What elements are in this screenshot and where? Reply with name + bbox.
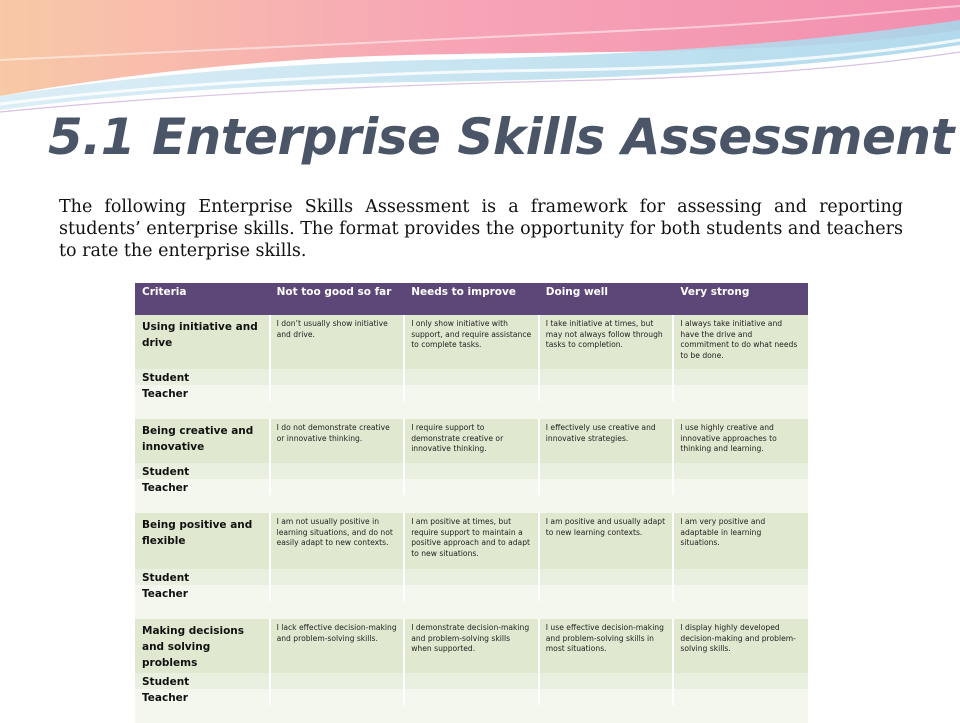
rating-cell[interactable] (404, 385, 539, 401)
rating-cell[interactable] (404, 463, 539, 479)
rating-cell[interactable] (270, 569, 405, 585)
header-criteria: Criteria (135, 283, 270, 315)
rating-cell[interactable] (404, 689, 539, 705)
rating-row (135, 673, 808, 689)
spacer-row (135, 495, 808, 513)
table-header-row (135, 283, 808, 315)
header-doing-well: Doing well (539, 283, 674, 315)
rating-cell[interactable] (673, 569, 808, 585)
rating-cell[interactable] (673, 479, 808, 495)
descriptor-cell: I don’t usually show initiative and drive. (270, 315, 405, 369)
rater-label: Teacher (135, 385, 270, 401)
rating-row (135, 689, 808, 705)
intro-paragraph: The following Enterprise Skills Assessment is a framework for assessing and reporting students’ enterprise skills. The format provides the opportunity for both students and teachers to rate the enterprise skills. (59, 197, 903, 261)
rating-row (135, 369, 808, 385)
rating-row (135, 385, 808, 401)
rating-row (135, 463, 808, 479)
header-very-strong: Very strong (673, 283, 808, 315)
rating-cell[interactable] (673, 385, 808, 401)
spacer-row (135, 401, 808, 419)
criterion-name: Using initiative and drive (135, 315, 270, 369)
descriptor-cell: I lack effective decision-making and problem-solving skills. (270, 619, 405, 673)
rater-label: Student (135, 369, 270, 385)
spacer-row (135, 601, 808, 619)
descriptor-cell: I am not usually positive in learning situations, and do not easily adapt to new contexts. (270, 513, 405, 569)
rating-cell[interactable] (270, 673, 405, 689)
rating-cell[interactable] (270, 479, 405, 495)
rating-cell[interactable] (539, 369, 674, 385)
rater-label: Student (135, 569, 270, 585)
rating-row (135, 585, 808, 601)
rating-cell[interactable] (270, 385, 405, 401)
descriptor-cell: I only show initiative with support, and require assistance to complete tasks. (404, 315, 539, 369)
rating-row (135, 569, 808, 585)
descriptor-cell: I use effective decision-making and problem-solving skills in most situations. (539, 619, 674, 673)
rating-cell[interactable] (404, 369, 539, 385)
descriptor-cell: I display highly developed decision-making and problem-solving skills. (673, 619, 808, 673)
rating-cell[interactable] (270, 585, 405, 601)
descriptor-cell: I always take initiative and have the drive and commitment to do what needs to be done. (673, 315, 808, 369)
spacer-row (135, 705, 808, 723)
rating-cell[interactable] (404, 479, 539, 495)
rating-cell[interactable] (673, 689, 808, 705)
assessment-table (135, 283, 808, 723)
descriptor-cell: I use highly creative and innovative approaches to thinking and learning. (673, 419, 808, 463)
rating-cell[interactable] (270, 463, 405, 479)
rating-cell[interactable] (270, 369, 405, 385)
descriptor-cell: I demonstrate decision-making and problem-solving skills when supported. (404, 619, 539, 673)
rating-cell[interactable] (673, 369, 808, 385)
rater-label: Teacher (135, 479, 270, 495)
rating-cell[interactable] (539, 463, 674, 479)
descriptor-cell: I effectively use creative and innovative strategies. (539, 419, 674, 463)
rating-cell[interactable] (539, 689, 674, 705)
rater-label: Student (135, 673, 270, 689)
descriptor-cell: I require support to demonstrate creative or innovative thinking. (404, 419, 539, 463)
descriptor-cell: I take initiative at times, but may not always follow through tasks to completion. (539, 315, 674, 369)
rating-cell[interactable] (404, 673, 539, 689)
rating-cell[interactable] (539, 673, 674, 689)
rating-cell[interactable] (673, 463, 808, 479)
criterion-row (135, 619, 808, 673)
rater-label: Student (135, 463, 270, 479)
criterion-name: Being creative and innovative (135, 419, 270, 463)
criterion-name: Being positive and flexible (135, 513, 270, 569)
descriptor-cell: I am very positive and adaptable in learning situations. (673, 513, 808, 569)
criterion-name: Making decisions and solving problems (135, 619, 270, 673)
criterion-row (135, 419, 808, 463)
rating-cell[interactable] (539, 585, 674, 601)
rating-cell[interactable] (673, 585, 808, 601)
criterion-row (135, 513, 808, 569)
rating-cell[interactable] (539, 479, 674, 495)
criterion-row (135, 315, 808, 369)
slide-title: 5.1 Enterprise Skills Assessment (48, 108, 954, 166)
rating-cell[interactable] (404, 569, 539, 585)
rating-cell[interactable] (539, 385, 674, 401)
rating-cell[interactable] (270, 689, 405, 705)
descriptor-cell: I am positive and usually adapt to new learning contexts. (539, 513, 674, 569)
header-needs-to-improve: Needs to improve (404, 283, 539, 315)
descriptor-cell: I do not demonstrate creative or innovative thinking. (270, 419, 405, 463)
rating-cell[interactable] (404, 585, 539, 601)
rating-cell[interactable] (673, 673, 808, 689)
rater-label: Teacher (135, 689, 270, 705)
rating-cell[interactable] (539, 569, 674, 585)
rating-row (135, 479, 808, 495)
header-not-too-good: Not too good so far (270, 283, 405, 315)
rater-label: Teacher (135, 585, 270, 601)
descriptor-cell: I am positive at times, but require support to maintain a positive approach and to adapt to new situations. (404, 513, 539, 569)
